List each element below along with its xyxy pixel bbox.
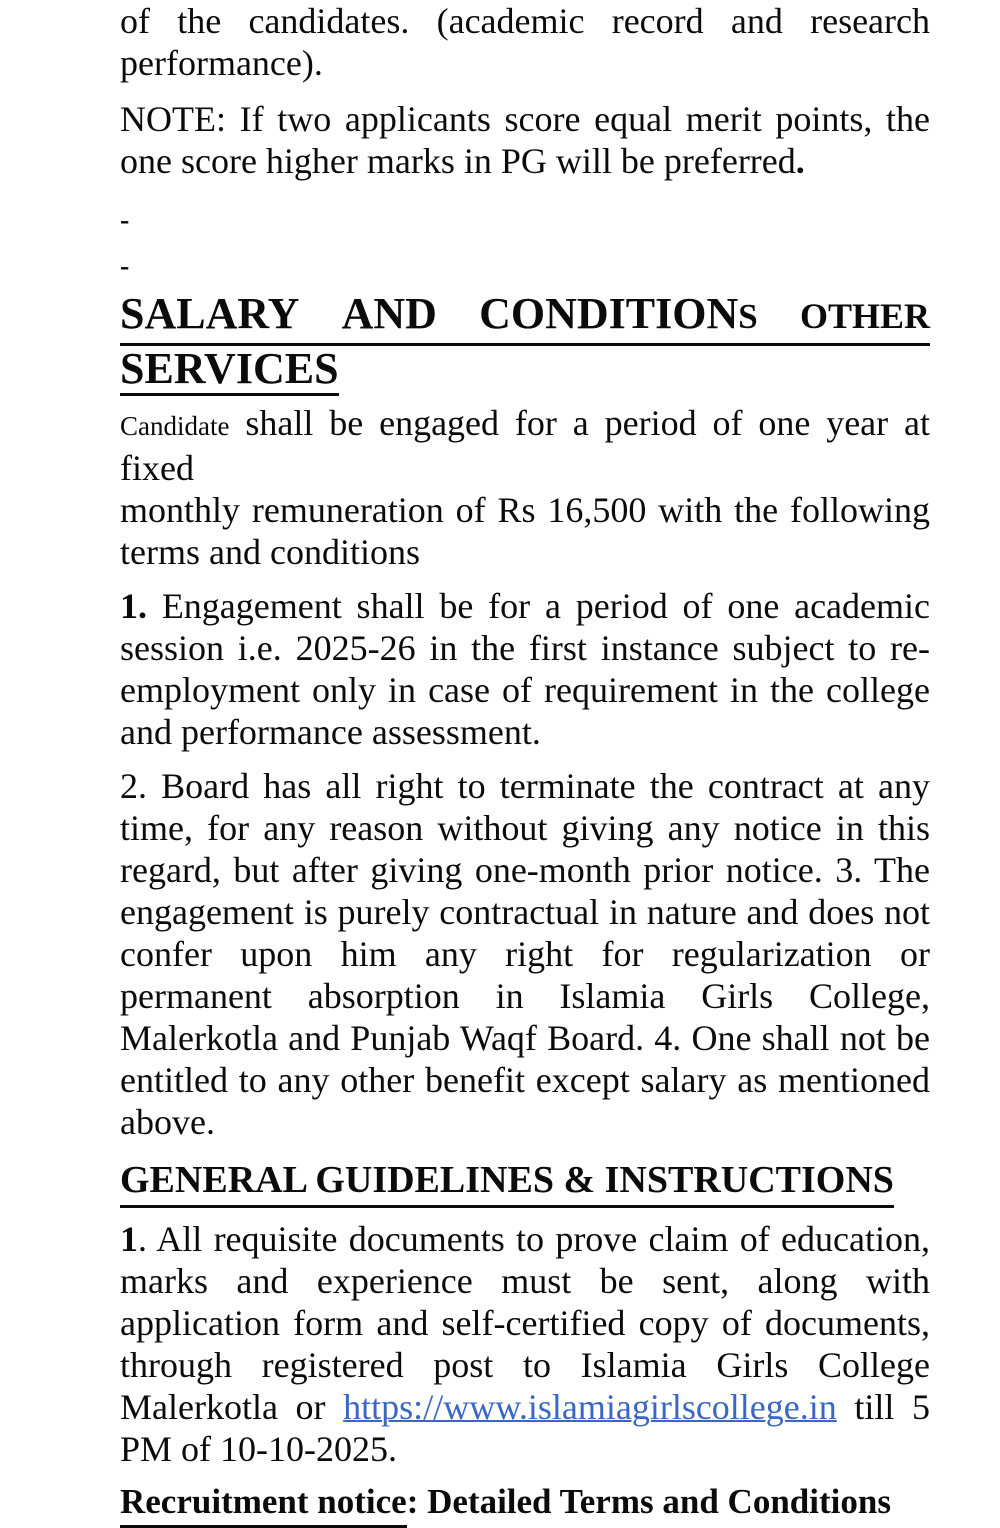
note-line-1: NOTE: If two applicants score equal merit points, the: [120, 99, 930, 139]
salary-conditions-heading: [120, 289, 930, 396]
recruitment-notice-rest: : Detailed Terms and Conditions: [406, 1482, 891, 1521]
dash-item-2: -: [120, 251, 130, 282]
guideline-1-line-6: PM of 10-10-2025.: [120, 1429, 397, 1469]
guideline-1-line-3: application form and self-certified copy of documents,: [120, 1303, 930, 1343]
term-1-number: 1.: [120, 586, 147, 626]
guideline-1-line-1-text: . All requisite documents to prove claim of education,: [138, 1219, 930, 1259]
guideline-1-number: 1: [120, 1219, 138, 1259]
term-1-line-2: session i.e. 2025-26 in the first instance subject to re-: [120, 628, 930, 668]
intro-paragraph: [120, 0, 930, 84]
guideline-1-line-4: through registered post to Islamia Girls College: [120, 1345, 930, 1385]
terms-line-last: above.: [120, 1102, 215, 1142]
guideline-1-line-5-post: till 5: [854, 1387, 931, 1427]
terms-line: 2. Board has all right to terminate the contract at any: [120, 766, 930, 806]
recruitment-notice-line: [120, 1480, 930, 1528]
salary-heading-word-4: OTHER: [799, 296, 930, 336]
terms-line: engagement is purely contractual in nature and does not: [120, 892, 930, 932]
guidelines-heading-text: GENERAL GUIDELINES & INSTRUCTIONS: [120, 1157, 894, 1208]
term-1-line-3: employment only in case of requirement in the college: [120, 670, 930, 710]
salary-heading-word-3: [479, 289, 758, 339]
note-line-2-text: one score higher marks in PG will be preferred: [120, 141, 796, 181]
terms-line: confer upon him any right for regularization or: [120, 934, 930, 974]
terms-line: entitled to any other benefit except salary as mentioned: [120, 1060, 930, 1100]
salary-heading-services: SERVICES: [120, 346, 339, 396]
engagement-line-1: [120, 402, 930, 489]
terms-2-4-paragraph: [120, 765, 930, 1143]
note-paragraph: [120, 98, 930, 182]
engagement-paragraph: [120, 402, 930, 573]
engagement-lead-word: Candidate: [120, 411, 230, 441]
salary-heading-line-1: [120, 289, 930, 346]
salary-heading-word-1: SALARY: [120, 289, 300, 338]
term-1-line-4: and performance assessment.: [120, 712, 541, 752]
salary-heading-word-2: AND: [341, 289, 437, 338]
terms-line: time, for any reason without giving any notice in this: [120, 808, 930, 848]
intro-line-1: of the candidates. (academic record and research: [120, 1, 930, 41]
guideline-1-line-1: [120, 1218, 930, 1260]
term-1-line-1-text: Engagement shall be for a period of one academic: [161, 586, 930, 626]
engagement-line-1-text: shall be engaged for a period of one year at fixed: [120, 403, 930, 488]
terms-line: Malerkotla and Punjab Waqf Board. 4. One shall not be: [120, 1018, 930, 1058]
empty-dash-list: [120, 198, 930, 290]
dash-item-1: -: [120, 205, 130, 236]
college-website-link[interactable]: https://www.islamiagirlscollege.in: [343, 1387, 837, 1427]
salary-heading-line-2: [120, 346, 930, 396]
salary-heading-word-3-small: S: [738, 297, 758, 336]
engagement-line-2: monthly remuneration of Rs 16,500 with the following: [120, 490, 930, 530]
guideline-1-line-5: [120, 1386, 930, 1428]
salary-heading-word-3-main: CONDITION: [479, 289, 739, 338]
note-bold-period: .: [795, 141, 805, 181]
guideline-1-paragraph: [120, 1218, 930, 1470]
term-1-line-1: [120, 585, 930, 627]
terms-line: regard, but after giving one-month prior notice. 3. The: [120, 850, 930, 890]
note-line-2: [120, 140, 930, 182]
engagement-line-3: terms and conditions: [120, 532, 420, 572]
guideline-1-line-2: marks and experience must be sent, along with: [120, 1261, 930, 1301]
guideline-1-line-5-pre: Malerkotla or: [120, 1387, 326, 1427]
terms-line: permanent absorption in Islamia Girls College,: [120, 976, 930, 1016]
term-1-paragraph: [120, 585, 930, 753]
intro-line-2: performance).: [120, 43, 323, 83]
recruitment-notice-label: Recruitment notice: [120, 1480, 407, 1528]
guidelines-heading: [120, 1157, 930, 1208]
